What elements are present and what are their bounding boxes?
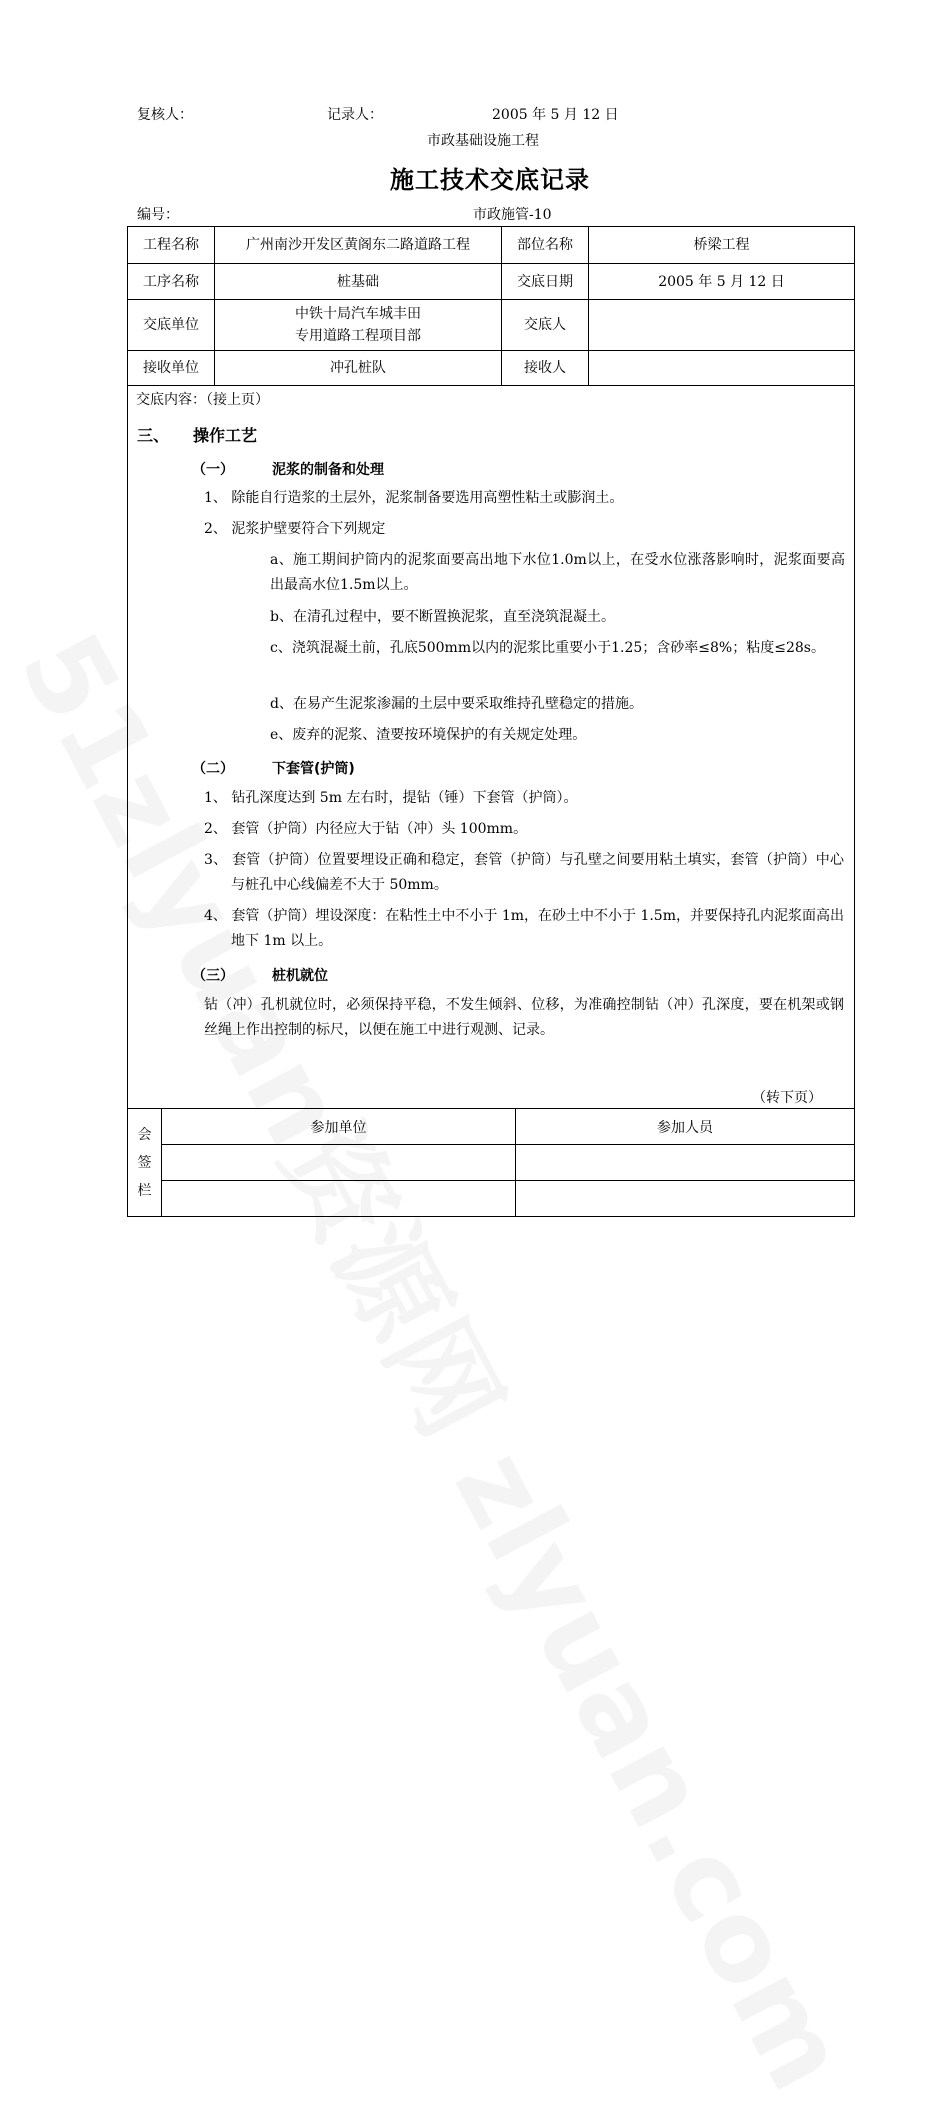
receiver-unit-label: 接收单位 [128,351,215,386]
issuer-person-label: 交底人 [502,300,589,351]
person-cell [516,1145,855,1181]
info-table [127,226,855,386]
sub2-title: 下套管(护筒) [272,761,355,777]
issuer-unit-line2: 专用道路工程项目部 [295,328,421,344]
sub1-point: d、在易产生泥浆渗漏的土层中要采取维持孔壁稳定的措施。 [270,696,643,712]
sub1-point: b、在清孔过程中，要不断置换泥浆，直至浇筑混凝土。 [270,609,615,625]
issuer-unit-label: 交底单位 [128,300,215,351]
signoff-label-char: 签 [137,1154,152,1171]
process-label: 工序名称 [128,264,215,300]
receiver-unit: 冲孔桩队 [215,351,502,386]
project-category: 市政基础设施工程 [427,133,539,149]
sub3-title: 桩机就位 [272,968,328,984]
continued-note: （转下页） [752,1090,822,1106]
section-title: 操作工艺 [193,426,258,445]
section-number: 三、 [137,426,170,445]
part-name-label: 部位名称 [502,227,589,264]
sub3-number: （三） [192,968,234,984]
issue-date-label: 交底日期 [502,264,589,300]
part-name: 桥梁工程 [589,227,855,264]
project-name-label: 工程名称 [128,227,215,264]
sub1-title: 泥浆的制备和处理 [272,462,384,478]
recorder-label: 记录人： [327,107,383,123]
reviewer-label: 复核人： [137,107,193,123]
signoff-label-char: 栏 [137,1182,152,1199]
sub3-text: 钻（冲）孔机就位时，必须保持平稳，不发生倾斜、位移，为准确控制钻（冲）孔深度，要在机架或钢丝绳上作出控制的标尺，以便在施工中进行观测、记录。 [204,997,844,1038]
person-cell [516,1181,855,1217]
header-date: 2005 年 5 月 12 日 [492,107,619,123]
issuer-unit [215,300,502,351]
sub2-item: 2、 套管（护筒）内径应大于钻（冲）头 100mm。 [204,821,528,837]
number-label: 编号： [137,207,179,223]
sub2-item: 4、 套管（护筒）埋设深度：在粘性土中不小于 1m，在砂土中不小于 1.5m，并要保持孔内泥浆面高出地下 1m 以上。 [204,908,844,949]
signoff-label-char: 会 [137,1126,152,1143]
person-header: 参加人员 [516,1109,855,1145]
issuer-unit-line1: 中铁十局汽车城丰田 [295,306,421,322]
signoff-label [128,1109,162,1217]
issue-date: 2005 年 5 月 12 日 [589,264,855,300]
sub2-item: 3、 套管（护筒）位置要埋设正确和稳定，套管（护筒）与孔壁之间要用粘土填实，套管（护筒）中心与桩孔中心线偏差不大于 50mm。 [204,852,844,893]
sub1-item: 1、 除能自行造浆的土层外，泥浆制备要选用高塑性粘土或膨润土。 [204,490,624,506]
sub1-item: 2、 泥浆护壁要符合下列规定 [204,521,386,537]
unit-cell [162,1181,516,1217]
project-name: 广州南沙开发区黄阁东二路道路工程 [215,227,502,264]
number-value: 市政施管-10 [473,207,552,223]
issuer-person [589,300,855,351]
sub1-point: a、施工期间护筒内的泥浆面要高出地下水位1.0m以上，在受水位涨落影响时，泥浆面要高出最高水位1.5m以上。 [270,552,845,593]
sub1-point: e、废弃的泥浆、渣要按环境保护的有关规定处理。 [270,727,587,743]
receiver-person [589,351,855,386]
unit-header: 参加单位 [162,1109,516,1145]
page-title: 施工技术交底记录 [390,165,590,194]
unit-cell [162,1145,516,1181]
sub2-number: （二） [192,761,234,777]
signoff-table [127,1108,855,1217]
sub1-number: （一） [192,462,234,478]
receiver-person-label: 接收人 [502,351,589,386]
process-value: 桩基础 [215,264,502,300]
content-intro: 交底内容：（接上页） [136,392,269,408]
sub2-item: 1、 钻孔深度达到 5m 左右时，提钻（锤）下套管（护筒）。 [204,790,578,806]
sub1-point: c、浇筑混凝土前，孔底500mm以内的泥浆比重要小于1.25；含砂率≤8%；粘度≤28s。 [270,640,825,656]
